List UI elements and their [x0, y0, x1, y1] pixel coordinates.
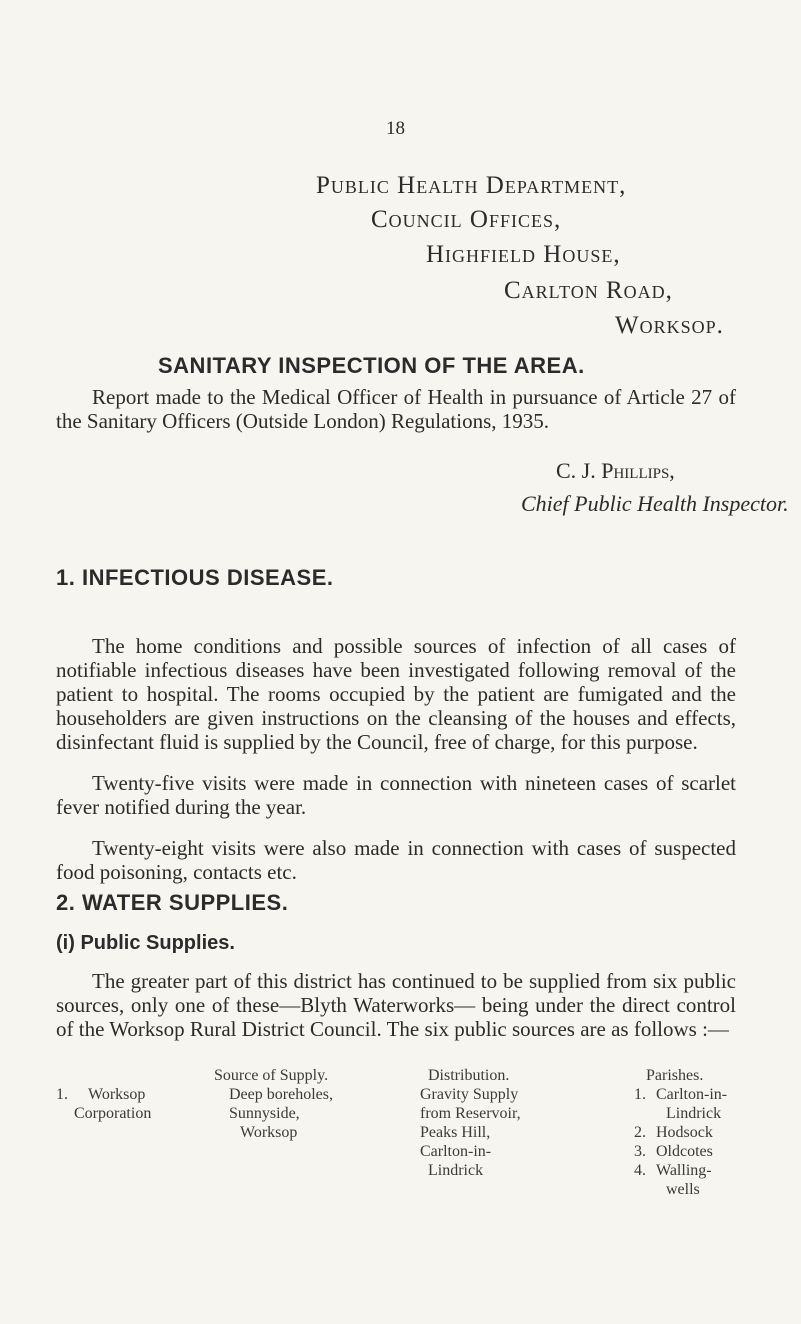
owner-line-2: Corporation: [74, 1105, 152, 1122]
dist-line-1: Gravity Supply: [420, 1086, 519, 1103]
report-intro-text: Report made to the Medical Officer of Health in pursuance of Article 27 of the Sanitary Officers (Outside London) Regulations, 1935.: [56, 385, 736, 433]
parish-4-line-1: Walling-: [656, 1162, 712, 1179]
parish-4-line-2: wells: [666, 1181, 700, 1198]
row-number: 1.: [56, 1086, 68, 1103]
parish-2: Hodsock: [656, 1124, 713, 1141]
subsection-label: (i): [56, 932, 75, 954]
parish-1-line-1: Carlton-in-: [656, 1086, 728, 1103]
address-line-5: Worksop.: [615, 312, 724, 339]
dist-line-4: Carlton-in-: [420, 1143, 492, 1160]
page-number: 18: [386, 118, 405, 139]
subsection-heading: [56, 932, 235, 955]
source-line-2: Sunnyside,: [229, 1105, 300, 1122]
parish-1-number: 1.: [634, 1086, 646, 1103]
section2-title: WATER SUPPLIES.: [81, 890, 289, 915]
section1-paragraph-1: The home conditions and possible sources of infection of all cases of notifiable infectious diseases have been investigated following removal of the patient to hospital. The rooms occupied by the patient are fumigated and the householders are given instructions on the cleansing of the houses and effects, disinfectant fluid is supplied by the Council, free of charge, for this purpose.: [56, 634, 736, 754]
source-line-1: Deep boreholes,: [229, 1086, 333, 1103]
source-line-3: Worksop: [240, 1124, 298, 1141]
section2-paragraph: The greater part of this district has continued to be supplied from six public sources, only one of these—Blyth Waterworks— being under the direct control of the Worksop Rural District Council. The six public sources are as follows :—: [56, 969, 736, 1041]
parish-4-number: 4.: [634, 1162, 646, 1179]
subsection-title: Public Supplies.: [80, 932, 235, 954]
section2-body: [56, 969, 736, 1041]
section1-heading: [56, 565, 334, 591]
header-source: Source of Supply.: [214, 1067, 329, 1084]
section2-number: 2.: [56, 890, 76, 915]
section1-title: INFECTIOUS DISEASE.: [81, 565, 334, 590]
address-line-4: Carlton Road,: [504, 277, 673, 304]
section1-paragraph-3: Twenty-eight visits were also made in connection with cases of suspected food poisoning, contacts etc.: [56, 836, 736, 884]
address-line-2: Council Offices,: [371, 206, 562, 233]
main-heading: SANITARY INSPECTION OF THE AREA.: [158, 353, 585, 378]
dist-line-2: from Reservoir,: [420, 1105, 521, 1122]
section2-heading: [56, 890, 288, 916]
header-distribution: Distribution.: [428, 1067, 510, 1084]
parish-2-number: 2.: [634, 1124, 646, 1141]
supply-table: [56, 1066, 746, 1226]
section1-body: [56, 634, 736, 884]
address-line-3: Highfield House,: [426, 241, 621, 268]
signature-name: C. J. Phillips,: [556, 458, 675, 483]
dist-line-5: Lindrick: [428, 1162, 484, 1179]
parish-3: Oldcotes: [656, 1143, 713, 1160]
address-line-1: Public Health Department,: [316, 172, 627, 199]
signature-title: Chief Public Health Inspector.: [521, 491, 789, 516]
dist-line-3: Peaks Hill,: [420, 1124, 491, 1141]
section1-number: 1.: [56, 565, 76, 590]
parish-1-line-2: Lindrick: [666, 1105, 722, 1122]
section1-paragraph-2: Twenty-five visits were made in connection with nineteen cases of scarlet fever notified during the year.: [56, 771, 736, 819]
owner-line-1: Worksop: [88, 1086, 146, 1103]
parish-3-number: 3.: [634, 1143, 646, 1160]
report-intro: [56, 385, 736, 433]
header-parishes: Parishes.: [646, 1067, 704, 1084]
